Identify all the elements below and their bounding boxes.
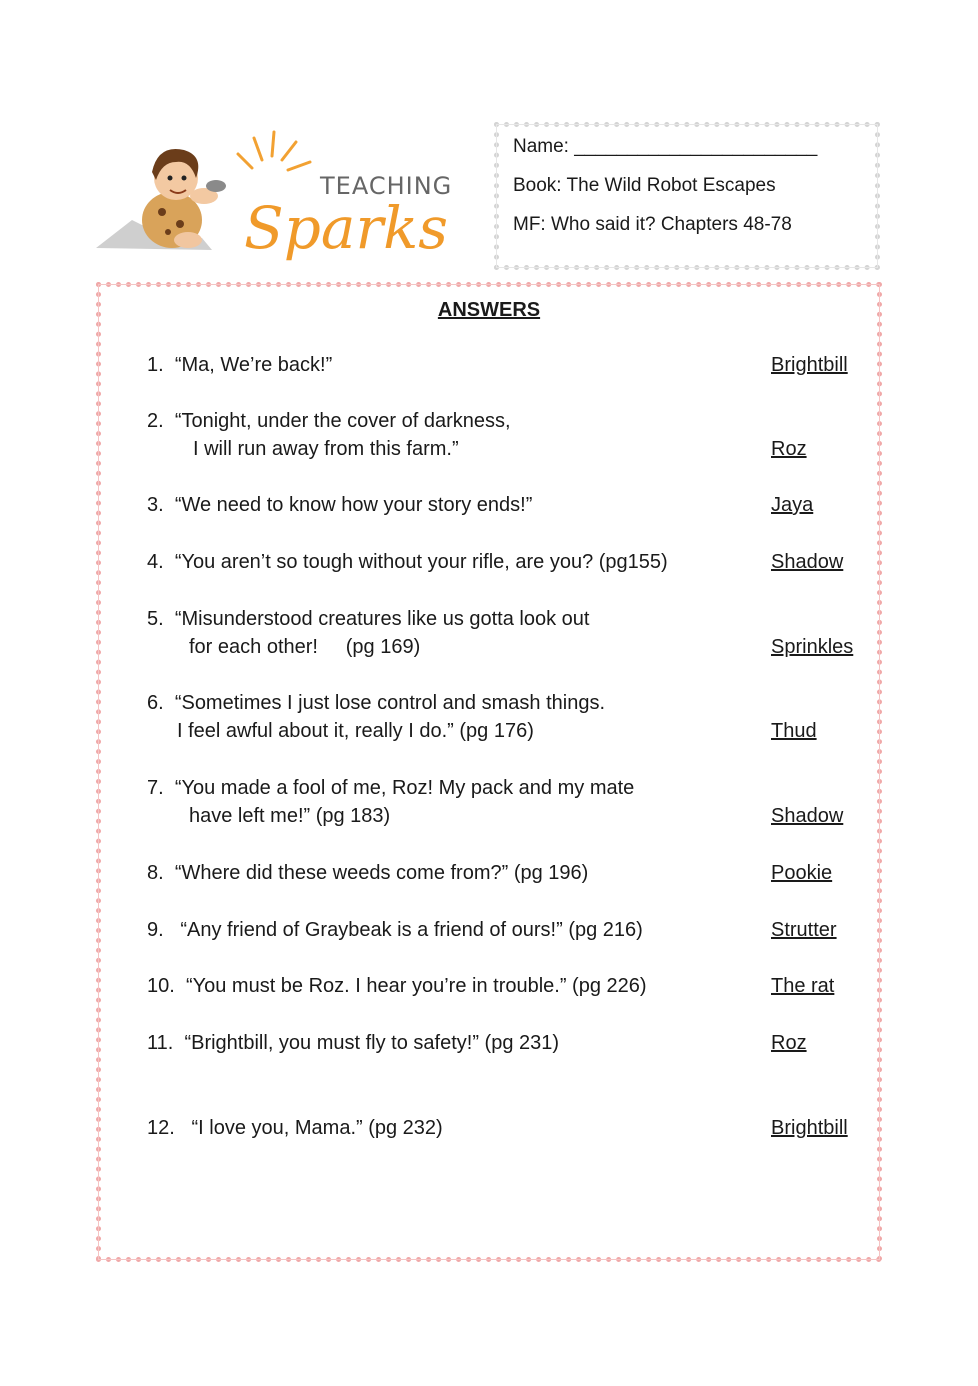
answer-speaker: Brightbill — [771, 354, 848, 376]
question-item — [147, 972, 647, 1000]
quote-line: “Ma, We’re back!” — [174, 354, 333, 376]
quote-line-continued: have left me!” (pg 183) — [189, 805, 391, 827]
answer-speaker: Thud — [771, 720, 817, 742]
question-number: 4. — [147, 551, 164, 573]
quote-line: “You made a fool of me, Roz! My pack and my mate — [174, 777, 635, 799]
question-number: 6. — [147, 692, 164, 714]
assignment-title: MF: Who said it? Chapters 48-78 — [513, 214, 792, 235]
answers-box — [96, 282, 882, 1262]
question-text — [147, 972, 647, 1000]
answer-speaker: Strutter — [771, 919, 837, 941]
quote-line-continued: I feel awful about it, really I do.” (pg 176) — [177, 720, 534, 742]
quote-line-continued: for each other! (pg 169) — [189, 636, 421, 658]
question-item — [147, 1114, 443, 1142]
question-number: 10. — [147, 975, 175, 997]
logo-word-teaching: TEACHING — [320, 172, 453, 200]
question-number: 2. — [147, 410, 164, 432]
quote-line: “You must be Roz. I hear you’re in trouble.” (pg 226) — [185, 975, 647, 997]
question-item — [147, 548, 668, 576]
answers-heading: ANSWERS — [437, 299, 541, 321]
name-field[interactable]: Name: _______________________ — [513, 136, 818, 157]
question-number: 3. — [147, 494, 164, 516]
book-title: Book: The Wild Robot Escapes — [513, 175, 776, 196]
question-text — [147, 1114, 443, 1142]
question-item — [147, 351, 332, 379]
answer-speaker: Roz — [771, 438, 807, 460]
question-text — [147, 491, 532, 519]
quote-line: “Misunderstood creatures like us gotta look out — [174, 608, 590, 630]
quote-line: “Sometimes I just lose control and smash things. — [174, 692, 605, 714]
question-number: 12. — [147, 1117, 175, 1139]
quote-line-continued: I will run away from this farm.” — [193, 438, 459, 460]
question-number: 8. — [147, 862, 164, 884]
question-number: 1. — [147, 354, 164, 376]
quote-line: “Where did these weeds come from?” (pg 196) — [174, 862, 589, 884]
quote-line: “Brightbill, you must fly to safety!” (pg 231) — [184, 1032, 560, 1054]
caveman-mascot-icon — [92, 120, 472, 270]
answer-speaker: Roz — [771, 1032, 807, 1054]
logo-word-sparks: Sparks — [244, 194, 449, 262]
question-item — [147, 1029, 559, 1057]
question-item — [147, 859, 588, 887]
question-number: 7. — [147, 777, 164, 799]
question-text — [147, 605, 589, 633]
quote-line: “Tonight, under the cover of darkness, — [174, 410, 511, 432]
student-info-box — [494, 122, 880, 270]
teaching-sparks-logo — [92, 120, 472, 270]
question-text — [147, 859, 588, 887]
question-text — [147, 548, 668, 576]
answer-speaker: Shadow — [771, 805, 844, 827]
question-item — [147, 407, 511, 463]
question-item — [147, 774, 634, 830]
quote-line: “Any friend of Graybeak is a friend of ours!” (pg 216) — [174, 919, 643, 941]
question-text — [147, 774, 634, 802]
question-item — [147, 916, 643, 944]
answer-speaker: Shadow — [771, 551, 844, 573]
quote-line: “We need to know how your story ends!” — [174, 494, 533, 516]
question-item — [147, 689, 605, 745]
answer-speaker: Brightbill — [771, 1117, 848, 1139]
quote-line: “I love you, Mama.” (pg 232) — [185, 1117, 443, 1139]
question-number: 5. — [147, 608, 164, 630]
answer-speaker: Sprinkles — [771, 636, 854, 658]
question-text — [147, 351, 332, 379]
question-item — [147, 491, 532, 519]
question-text — [147, 916, 643, 944]
question-item — [147, 605, 589, 661]
answer-speaker: Pookie — [771, 862, 833, 884]
question-number: 9. — [147, 919, 164, 941]
question-text — [147, 407, 511, 435]
question-text — [147, 689, 605, 717]
answer-speaker: The rat — [771, 975, 835, 997]
question-text — [147, 1029, 559, 1057]
quote-line: “You aren’t so tough without your rifle, are you? (pg155) — [174, 551, 668, 573]
question-number: 11. — [147, 1032, 174, 1054]
answer-speaker: Jaya — [771, 494, 814, 516]
